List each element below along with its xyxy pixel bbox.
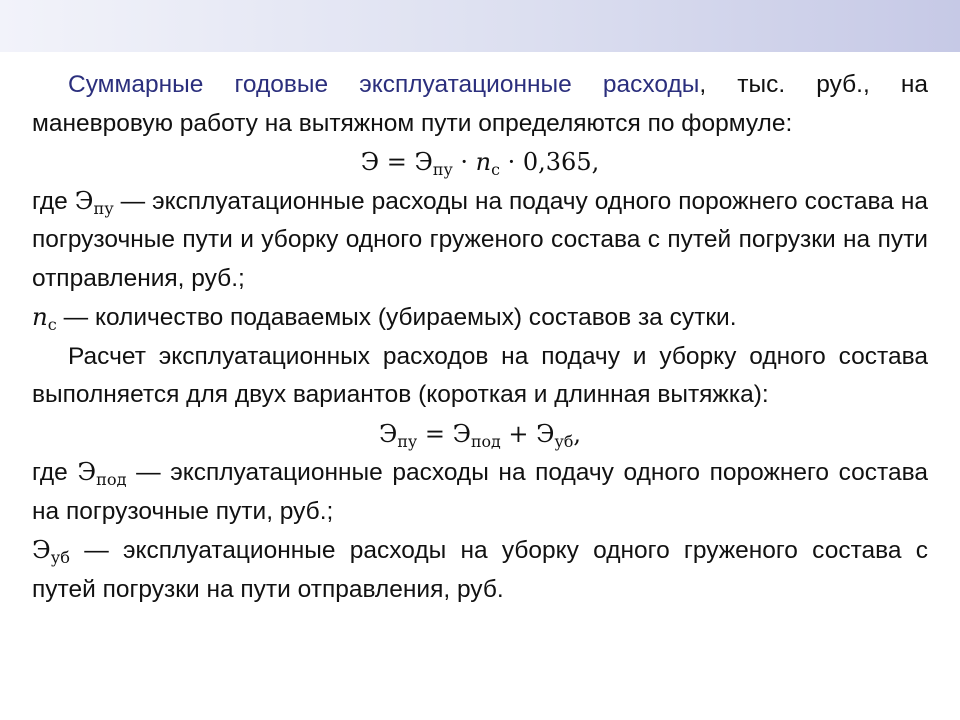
intro-paragraph [32, 66, 928, 143]
formula-unit-costs [32, 415, 928, 454]
definition-text: — количество подаваемых (убираемых) составов за сутки. [56, 304, 737, 331]
definition-text: — эксплуатационные расходы на подачу одного порожнего состава на погрузочные пути и уборку одного груженого состава с путей погрузки на пути отправления, руб.; [32, 187, 928, 292]
formula-symbol: Э [452, 419, 471, 448]
formula-total-costs [32, 143, 928, 182]
formula-subscript: пу [432, 160, 453, 180]
definition-epod [32, 453, 928, 531]
formula-symbol: Э [414, 148, 433, 176]
definition-symbol: Э [74, 185, 94, 215]
definition-symbol: Э [32, 535, 51, 564]
definition-text: — эксплуатационные расходы на подачу одного порожнего состава на погрузочные пути, руб.; [32, 459, 928, 525]
slide-body [32, 66, 928, 609]
variants-text: Расчет эксплуатационных расходов на подачу и уборку одного состава выполняется для двух вариантов (короткая и длинная вытяжка): [32, 342, 928, 408]
definition-subscript: пу [93, 198, 114, 218]
formula-operator: = [379, 148, 415, 176]
formula-operator: = [417, 419, 453, 448]
variants-paragraph [32, 338, 928, 415]
formula-subscript: пу [397, 431, 418, 451]
highlighted-term: Суммарные годовые эксплуатационные расходы [68, 71, 700, 98]
definition-subscript: с [47, 315, 57, 335]
formula-symbol: Э [378, 419, 398, 448]
formula-subscript: уб [554, 431, 574, 451]
formula-symbol: Э [536, 419, 555, 448]
definition-nc [32, 298, 928, 338]
formula-symbol: Э [360, 148, 380, 176]
definition-symbol: Э [77, 457, 97, 486]
formula-operator: + [500, 419, 537, 448]
definition-subscript: под [96, 470, 127, 490]
formula-subscript: с [491, 160, 500, 180]
intro-text: , тыс. руб., на маневровую работу на вытяжном пути определяются по формуле: [32, 71, 929, 137]
formula-tail: , [573, 419, 582, 448]
definition-eub [32, 531, 928, 609]
header-gradient-band [0, 0, 960, 52]
where-label: где [32, 187, 75, 215]
definition-subscript: уб [50, 548, 70, 568]
formula-tail: · 0,365, [500, 148, 600, 176]
where-label: где [32, 459, 78, 486]
definition-symbol: n [32, 302, 48, 331]
definition-epu [32, 182, 928, 299]
formula-subscript: под [470, 431, 501, 451]
formula-operator: · [452, 148, 476, 176]
formula-symbol: n [475, 148, 492, 176]
definition-text: — эксплуатационные расходы на уборку одного груженого состава с путей погрузки на пути отправления, руб. [32, 537, 928, 603]
